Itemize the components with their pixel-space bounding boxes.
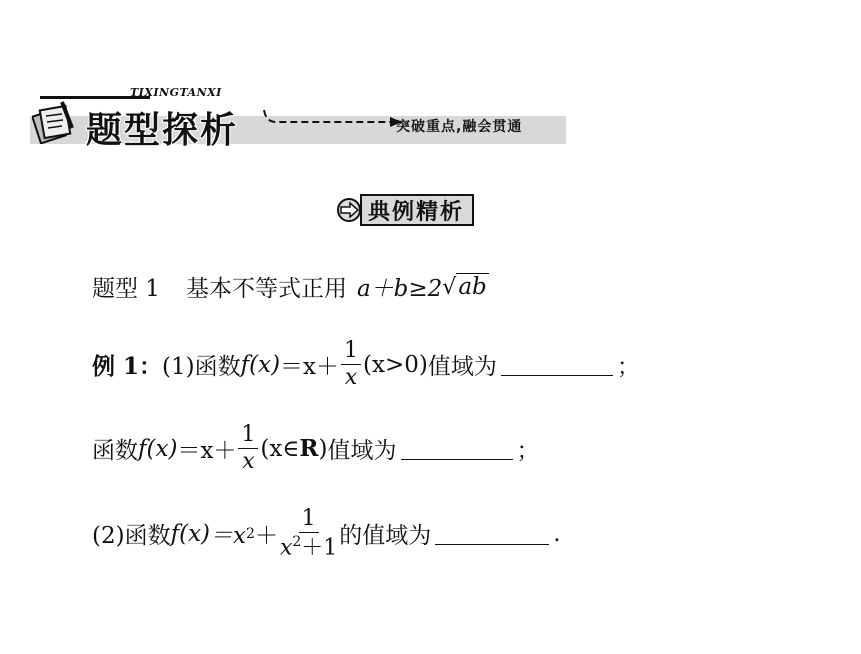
example-label: 例 1： [92, 353, 163, 380]
type1-formula: a＋b≥2 [356, 276, 443, 302]
example-line-1 [92, 340, 640, 389]
p2-prefix: 函数 [92, 438, 138, 464]
fraction-1-over-x: $\frac{1}{x}$ [341, 340, 361, 389]
semicolon-2: ； [516, 438, 540, 464]
book-pencil-icon [32, 98, 76, 144]
section-tag [336, 193, 474, 227]
type1-text: 基本不等式正用 [185, 276, 347, 302]
semicolon-1: ； [616, 354, 640, 380]
banner-title: 题型探析 [86, 110, 239, 151]
p3-suffix: 的值域为 [339, 523, 432, 550]
section-tag-label: 典例精析 [360, 194, 474, 226]
p2-condition-open: (x∈ [260, 435, 300, 462]
answer-blank-2[interactable] [401, 437, 513, 460]
fraction-1-over-x2-plus-1: $\frac{1}{x^2+1}$ [279, 506, 338, 561]
p3-prefix: (2)函数 [92, 523, 171, 550]
p1-equals: ＝x＋ [280, 354, 340, 380]
p1-suffix: 值域为 [427, 354, 497, 380]
section-banner [30, 86, 570, 152]
p1-function: f(x) [240, 351, 281, 378]
p2-condition-close: ) [318, 435, 328, 462]
answer-blank-1[interactable] [501, 353, 613, 376]
p3-plus: ＋ [254, 523, 278, 550]
p2-function: f(x) [138, 435, 178, 462]
dashed-arrow-icon [262, 108, 412, 130]
p3-function: f(x) [170, 520, 211, 547]
p2-suffix: 值域为 [327, 438, 397, 464]
p1-prefix: (1)函数 [162, 354, 241, 380]
sqrt-ab: √ ab [442, 274, 487, 300]
example-line-3 [92, 508, 561, 559]
p3-square: 2 [246, 525, 255, 542]
type1-heading [92, 270, 489, 303]
p1-condition: (x>0) [363, 351, 428, 378]
type1-label: 题型 1 [92, 276, 160, 302]
p2-equals: ＝x＋ [177, 438, 237, 464]
period: . [553, 520, 561, 547]
banner-slogan: 突破重点,融会贯通 [396, 119, 523, 135]
banner-english-title: TIXINGTANXI [130, 86, 222, 99]
example-line-2 [92, 424, 540, 473]
p3-equals: ＝x [210, 523, 247, 550]
fraction-1-over-x-2: $\frac{1}{x}$ [238, 424, 258, 473]
p2-real-set: R [299, 435, 319, 462]
answer-blank-3[interactable] [435, 522, 549, 545]
